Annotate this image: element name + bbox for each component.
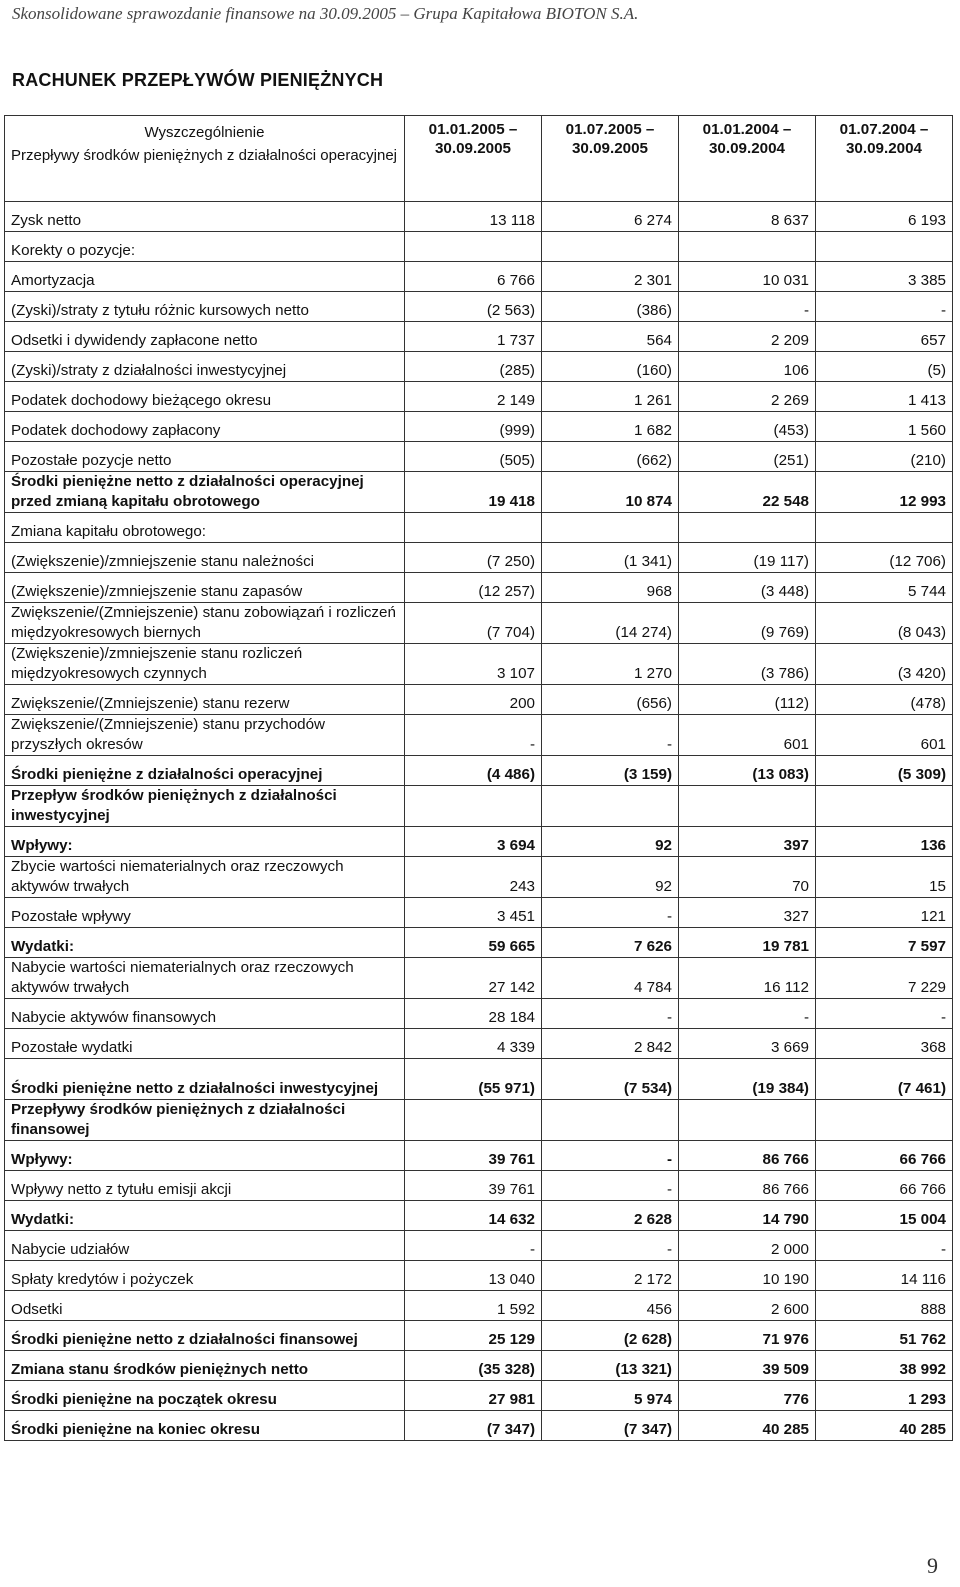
row-value-col-4: 888 xyxy=(816,1291,953,1321)
table-row xyxy=(5,1261,953,1291)
row-value-col-4: - xyxy=(816,292,953,322)
row-value-col-2: 2 842 xyxy=(542,1029,679,1059)
row-value-col-1: (4 486) xyxy=(405,756,542,786)
table-row xyxy=(5,442,953,472)
row-label: Zwiększenie/(Zmniejszenie) stanu rezerw xyxy=(5,685,405,715)
row-value-col-3: 2 269 xyxy=(679,382,816,412)
row-label: Wydatki: xyxy=(5,928,405,958)
header-label-cell xyxy=(5,116,405,202)
row-value-col-1: 25 129 xyxy=(405,1321,542,1351)
row-value-col-4 xyxy=(816,1100,953,1141)
row-value-col-4: 3 385 xyxy=(816,262,953,292)
row-value-col-1: 19 418 xyxy=(405,472,542,513)
table-row xyxy=(5,262,953,292)
table-row xyxy=(5,543,953,573)
row-value-col-3: 10 031 xyxy=(679,262,816,292)
row-value-col-4: (12 706) xyxy=(816,543,953,573)
row-label: Podatek dochodowy bieżącego okresu xyxy=(5,382,405,412)
row-value-col-2: (2 628) xyxy=(542,1321,679,1351)
column-header-4: 01.07.2004 – 30.09.2004 xyxy=(816,116,953,202)
table-row xyxy=(5,786,953,827)
row-value-col-4: 368 xyxy=(816,1029,953,1059)
row-value-col-1: 13 118 xyxy=(405,202,542,232)
row-value-col-4: 1 560 xyxy=(816,412,953,442)
table-row xyxy=(5,1411,953,1441)
column-header-2: 01.07.2005 – 30.09.2005 xyxy=(542,116,679,202)
row-label: Zmiana stanu środków pieniężnych netto xyxy=(5,1351,405,1381)
table-row xyxy=(5,857,953,898)
table-row xyxy=(5,472,953,513)
row-value-col-4: 15 xyxy=(816,857,953,898)
row-value-col-4: 136 xyxy=(816,827,953,857)
table-row xyxy=(5,573,953,603)
table-row xyxy=(5,827,953,857)
table-row xyxy=(5,322,953,352)
row-value-col-3 xyxy=(679,1100,816,1141)
row-label: Zbycie wartości niematerialnych oraz rzeczowych aktywów trwałych xyxy=(5,857,405,898)
row-value-col-1 xyxy=(405,513,542,543)
row-value-col-3: 2 600 xyxy=(679,1291,816,1321)
row-value-col-2 xyxy=(542,786,679,827)
row-value-col-2: (3 159) xyxy=(542,756,679,786)
row-value-col-2: 4 784 xyxy=(542,958,679,999)
row-label: Środki pieniężne z działalności operacyjnej xyxy=(5,756,405,786)
row-label: Pozostałe wydatki xyxy=(5,1029,405,1059)
table-row xyxy=(5,1141,953,1171)
row-value-col-3: 16 112 xyxy=(679,958,816,999)
row-value-col-2: 6 274 xyxy=(542,202,679,232)
row-value-col-1: 1 592 xyxy=(405,1291,542,1321)
row-value-col-4: - xyxy=(816,999,953,1029)
row-label: Nabycie aktywów finansowych xyxy=(5,999,405,1029)
row-value-col-1: (505) xyxy=(405,442,542,472)
row-label: Odsetki xyxy=(5,1291,405,1321)
row-label: (Zwiększenie)/zmniejszenie stanu należności xyxy=(5,543,405,573)
row-value-col-2: 92 xyxy=(542,827,679,857)
row-value-col-3: - xyxy=(679,999,816,1029)
row-label: Zwiększenie/(Zmniejszenie) stanu przychodów przyszłych okresów xyxy=(5,715,405,756)
row-value-col-1: (7 704) xyxy=(405,603,542,644)
row-value-col-1: (7 250) xyxy=(405,543,542,573)
row-value-col-3: 39 509 xyxy=(679,1351,816,1381)
row-value-col-1: 6 766 xyxy=(405,262,542,292)
row-value-col-3: - xyxy=(679,292,816,322)
row-value-col-2 xyxy=(542,232,679,262)
row-label: Wydatki: xyxy=(5,1201,405,1231)
row-value-col-4: 7 597 xyxy=(816,928,953,958)
row-label: Środki pieniężne netto z działalności finansowej xyxy=(5,1321,405,1351)
table-row xyxy=(5,644,953,685)
row-value-col-2 xyxy=(542,1100,679,1141)
row-label: Środki pieniężne netto z działalności inwestycyjnej xyxy=(5,1059,405,1100)
table-row xyxy=(5,202,953,232)
row-label: Zmiana kapitału obrotowego: xyxy=(5,513,405,543)
row-value-col-4: 14 116 xyxy=(816,1261,953,1291)
table-row xyxy=(5,412,953,442)
row-value-col-1 xyxy=(405,232,542,262)
table-row xyxy=(5,1381,953,1411)
row-value-col-1 xyxy=(405,786,542,827)
row-value-col-4: 6 193 xyxy=(816,202,953,232)
table-row xyxy=(5,352,953,382)
table-row xyxy=(5,958,953,999)
row-value-col-4 xyxy=(816,232,953,262)
row-value-col-4: (5 309) xyxy=(816,756,953,786)
row-label: Przepływ środków pieniężnych z działalności inwestycyjnej xyxy=(5,786,405,827)
row-value-col-3: 327 xyxy=(679,898,816,928)
row-value-col-3: 40 285 xyxy=(679,1411,816,1441)
table-row xyxy=(5,1291,953,1321)
row-value-col-4: 7 229 xyxy=(816,958,953,999)
row-label: Pozostałe pozycje netto xyxy=(5,442,405,472)
row-label: Wpływy netto z tytułu emisji akcji xyxy=(5,1171,405,1201)
row-value-col-1: 39 761 xyxy=(405,1141,542,1171)
cash-flow-table xyxy=(4,115,953,1441)
row-value-col-3: 86 766 xyxy=(679,1141,816,1171)
document-header: Skonsolidowane sprawozdanie finansowe na 30.09.2005 – Grupa Kapitałowa BIOTON S.A. xyxy=(12,4,639,23)
row-value-col-4: (478) xyxy=(816,685,953,715)
table-row xyxy=(5,1231,953,1261)
table-body xyxy=(5,202,953,1441)
row-value-col-3: (453) xyxy=(679,412,816,442)
row-value-col-3: 14 790 xyxy=(679,1201,816,1231)
row-value-col-3: 106 xyxy=(679,352,816,382)
row-value-col-2: (14 274) xyxy=(542,603,679,644)
row-value-col-2: - xyxy=(542,898,679,928)
table-row xyxy=(5,603,953,644)
row-value-col-1: 27 981 xyxy=(405,1381,542,1411)
row-value-col-2: 7 626 xyxy=(542,928,679,958)
row-value-col-2: 2 301 xyxy=(542,262,679,292)
row-value-col-2: - xyxy=(542,1231,679,1261)
row-value-col-4: 657 xyxy=(816,322,953,352)
row-label: Przepływy środków pieniężnych z działalności finansowej xyxy=(5,1100,405,1141)
row-value-col-4: 40 285 xyxy=(816,1411,953,1441)
row-label: Pozostałe wpływy xyxy=(5,898,405,928)
column-header-1: 01.01.2005 – 30.09.2005 xyxy=(405,116,542,202)
row-label: Zysk netto xyxy=(5,202,405,232)
row-value-col-3: (19 384) xyxy=(679,1059,816,1100)
row-value-col-1: 2 149 xyxy=(405,382,542,412)
row-value-col-4: (8 043) xyxy=(816,603,953,644)
row-value-col-1: - xyxy=(405,715,542,756)
row-value-col-4: 121 xyxy=(816,898,953,928)
row-value-col-3: 2 209 xyxy=(679,322,816,352)
table-row xyxy=(5,513,953,543)
row-value-col-3: 601 xyxy=(679,715,816,756)
row-value-col-1 xyxy=(405,1100,542,1141)
row-value-col-1: 14 632 xyxy=(405,1201,542,1231)
row-value-col-2: (656) xyxy=(542,685,679,715)
row-label: Nabycie wartości niematerialnych oraz rzeczowych aktywów trwałych xyxy=(5,958,405,999)
row-value-col-4: 601 xyxy=(816,715,953,756)
table-row xyxy=(5,1201,953,1231)
row-value-col-1: 27 142 xyxy=(405,958,542,999)
row-label: Nabycie udziałów xyxy=(5,1231,405,1261)
row-value-col-3: (13 083) xyxy=(679,756,816,786)
row-value-col-2: 2 628 xyxy=(542,1201,679,1231)
row-value-col-2: (662) xyxy=(542,442,679,472)
row-value-col-2: 564 xyxy=(542,322,679,352)
row-value-col-3: 19 781 xyxy=(679,928,816,958)
row-value-col-2: 1 261 xyxy=(542,382,679,412)
row-value-col-4 xyxy=(816,513,953,543)
row-value-col-1: 13 040 xyxy=(405,1261,542,1291)
row-value-col-2: 456 xyxy=(542,1291,679,1321)
row-value-col-3: (112) xyxy=(679,685,816,715)
table-row xyxy=(5,1321,953,1351)
row-value-col-4: 12 993 xyxy=(816,472,953,513)
row-label: Wpływy: xyxy=(5,1141,405,1171)
row-value-col-3: 2 000 xyxy=(679,1231,816,1261)
row-value-col-4: (5) xyxy=(816,352,953,382)
row-label: Odsetki i dywidendy zapłacone netto xyxy=(5,322,405,352)
row-value-col-3: (19 117) xyxy=(679,543,816,573)
row-value-col-1: - xyxy=(405,1231,542,1261)
row-value-col-2: (13 321) xyxy=(542,1351,679,1381)
row-value-col-4: 1 293 xyxy=(816,1381,953,1411)
row-value-col-2: (160) xyxy=(542,352,679,382)
row-value-col-3 xyxy=(679,786,816,827)
row-value-col-1: 3 107 xyxy=(405,644,542,685)
row-label: (Zyski)/straty z tytułu różnic kursowych netto xyxy=(5,292,405,322)
row-label: (Zyski)/straty z działalności inwestycyjnej xyxy=(5,352,405,382)
row-value-col-1: 3 451 xyxy=(405,898,542,928)
row-value-col-1: (12 257) xyxy=(405,573,542,603)
row-value-col-2: 5 974 xyxy=(542,1381,679,1411)
table-row xyxy=(5,1059,953,1100)
row-value-col-1: 1 737 xyxy=(405,322,542,352)
row-value-col-4: 38 992 xyxy=(816,1351,953,1381)
row-value-col-2: 2 172 xyxy=(542,1261,679,1291)
row-value-col-2: 92 xyxy=(542,857,679,898)
table-row xyxy=(5,382,953,412)
row-value-col-2: (7 534) xyxy=(542,1059,679,1100)
page-number: 9 xyxy=(927,1553,938,1578)
row-value-col-3 xyxy=(679,513,816,543)
row-value-col-4: 66 766 xyxy=(816,1141,953,1171)
row-value-col-2: - xyxy=(542,715,679,756)
table-row xyxy=(5,292,953,322)
page-title: RACHUNEK PRZEPŁYWÓW PIENIĘŻNYCH xyxy=(12,70,384,90)
header-label-top: Wyszczególnienie xyxy=(144,124,265,141)
row-value-col-2: - xyxy=(542,999,679,1029)
table-row xyxy=(5,1029,953,1059)
table-row xyxy=(5,232,953,262)
row-label: Wpływy: xyxy=(5,827,405,857)
table-row xyxy=(5,715,953,756)
row-value-col-4: - xyxy=(816,1231,953,1261)
column-header-3: 01.01.2004 – 30.09.2004 xyxy=(679,116,816,202)
row-value-col-3: 3 669 xyxy=(679,1029,816,1059)
row-value-col-2: (1 341) xyxy=(542,543,679,573)
row-value-col-4: 51 762 xyxy=(816,1321,953,1351)
row-value-col-1: 4 339 xyxy=(405,1029,542,1059)
row-value-col-3: (9 769) xyxy=(679,603,816,644)
row-value-col-4: 5 744 xyxy=(816,573,953,603)
row-value-col-4: (3 420) xyxy=(816,644,953,685)
row-value-col-4: (210) xyxy=(816,442,953,472)
row-value-col-1: 200 xyxy=(405,685,542,715)
row-label: Podatek dochodowy zapłacony xyxy=(5,412,405,442)
row-label: Korekty o pozycje: xyxy=(5,232,405,262)
row-value-col-2: (386) xyxy=(542,292,679,322)
row-value-col-2: 1 270 xyxy=(542,644,679,685)
row-value-col-1: (7 347) xyxy=(405,1411,542,1441)
table-row xyxy=(5,928,953,958)
row-value-col-3: 71 976 xyxy=(679,1321,816,1351)
row-value-col-2: - xyxy=(542,1171,679,1201)
row-value-col-1: 243 xyxy=(405,857,542,898)
row-label: Środki pieniężne na koniec okresu xyxy=(5,1411,405,1441)
row-value-col-4 xyxy=(816,786,953,827)
row-value-col-3: (3 786) xyxy=(679,644,816,685)
row-value-col-4: 1 413 xyxy=(816,382,953,412)
row-value-col-3 xyxy=(679,232,816,262)
row-label: Środki pieniężne na początek okresu xyxy=(5,1381,405,1411)
row-label: Amortyzacja xyxy=(5,262,405,292)
row-value-col-1: (285) xyxy=(405,352,542,382)
row-value-col-3: (3 448) xyxy=(679,573,816,603)
row-value-col-3: 86 766 xyxy=(679,1171,816,1201)
row-value-col-1: 39 761 xyxy=(405,1171,542,1201)
row-value-col-1: (2 563) xyxy=(405,292,542,322)
row-value-col-2: 10 874 xyxy=(542,472,679,513)
row-label: Spłaty kredytów i pożyczek xyxy=(5,1261,405,1291)
row-value-col-2: 968 xyxy=(542,573,679,603)
row-value-col-2: (7 347) xyxy=(542,1411,679,1441)
table-row xyxy=(5,1100,953,1141)
row-value-col-3: 397 xyxy=(679,827,816,857)
table-row xyxy=(5,1351,953,1381)
row-label: (Zwiększenie)/zmniejszenie stanu rozliczeń międzyokresowych czynnych xyxy=(5,644,405,685)
row-value-col-3: 8 637 xyxy=(679,202,816,232)
row-value-col-4: (7 461) xyxy=(816,1059,953,1100)
row-value-col-1: (35 328) xyxy=(405,1351,542,1381)
row-value-col-3: 22 548 xyxy=(679,472,816,513)
row-value-col-2: 1 682 xyxy=(542,412,679,442)
row-value-col-4: 66 766 xyxy=(816,1171,953,1201)
table-row xyxy=(5,1171,953,1201)
row-label: Środki pieniężne netto z działalności operacyjnej przed zmianą kapitału obrotowego xyxy=(5,472,405,513)
row-value-col-3: (251) xyxy=(679,442,816,472)
row-value-col-2 xyxy=(542,513,679,543)
row-label: Zwiększenie/(Zmniejszenie) stanu zobowiązań i rozliczeń międzyokresowych biernych xyxy=(5,603,405,644)
row-value-col-1: 3 694 xyxy=(405,827,542,857)
row-value-col-1: 28 184 xyxy=(405,999,542,1029)
row-value-col-3: 10 190 xyxy=(679,1261,816,1291)
row-value-col-1: (999) xyxy=(405,412,542,442)
row-value-col-4: 15 004 xyxy=(816,1201,953,1231)
row-label: (Zwiększenie)/zmniejszenie stanu zapasów xyxy=(5,573,405,603)
row-value-col-3: 70 xyxy=(679,857,816,898)
row-value-col-2: - xyxy=(542,1141,679,1171)
header-label-bottom: Przepływy środków pieniężnych z działalności operacyjnej xyxy=(11,147,398,164)
row-value-col-1: 59 665 xyxy=(405,928,542,958)
table-row xyxy=(5,756,953,786)
table-row xyxy=(5,898,953,928)
table-row xyxy=(5,685,953,715)
table-row xyxy=(5,999,953,1029)
row-value-col-3: 776 xyxy=(679,1381,816,1411)
table-header-row xyxy=(5,116,953,202)
row-value-col-1: (55 971) xyxy=(405,1059,542,1100)
